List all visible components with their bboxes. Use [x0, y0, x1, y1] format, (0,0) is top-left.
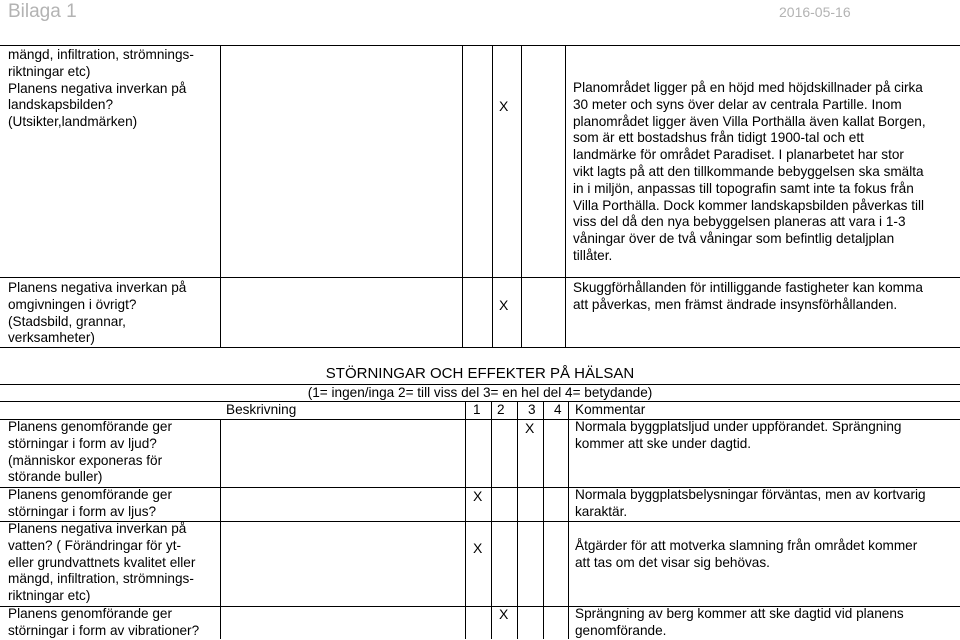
- table-rule: [543, 401, 544, 639]
- noise-question: Planens genomförande ger störningar i form av ljud? (människor exponeras för störande buller): [8, 419, 172, 485]
- surroundings-question: Planens negativa inverkan på omgivningen i övrigt? (Stadsbild, grannar, verksamheter): [8, 280, 187, 346]
- table-rule: [517, 401, 518, 639]
- table-rule: [220, 45, 221, 347]
- table-rule: [0, 45, 960, 46]
- light-comment: Normala byggplatsbelysningar förväntas, men av kortvarig karaktär.: [575, 487, 926, 519]
- light-mark: X: [473, 488, 483, 504]
- noise-mark: X: [525, 420, 535, 436]
- table-rule: [492, 45, 493, 347]
- page-title: Bilaga 1: [8, 1, 77, 22]
- table-rule: [0, 277, 960, 278]
- landscape-comment: Planområdet ligger på en höjd med höjdskillnader på cirka 30 meter och syns över delar av centrala Partille. Inom planområdet ligger även Villa Porthälla även kallat Borgen, som är ett bostadshus från tidigt 1900-tal och ett landmärke för området Paradiset. I planarbetet har stor vikt lagts på att den tillkommande bebyggelsen ska smälta in i miljön, anpassas till topografin samt inte ta fokus från Villa Porthälla. Dock kommer landskapsbilden påverkas till viss del då den nya bebyggelsen planeras att vara i 1-3 våningar över de två våningar som befintlig detaljplan tillåter.: [573, 80, 926, 263]
- col-description: Beskrivning: [226, 402, 297, 417]
- page-date: 2016-05-16: [779, 4, 851, 20]
- table-rule: [521, 45, 522, 347]
- table-rule: [491, 401, 492, 639]
- section-title: STÖRNINGAR OCH EFFEKTER PÅ HÄLSAN: [325, 365, 635, 382]
- water-mark: X: [473, 540, 483, 556]
- water-comment: Åtgärder för att motverka slamning från området kommer att tas om det visar sig behövas.: [575, 538, 918, 570]
- vibration-comment: Sprängning av berg kommer att ske dagtid vid planens genomförande.: [575, 606, 904, 638]
- scale-legend: (1= ingen/inga 2= till viss del 3= en hel del 4= betydande): [307, 385, 653, 400]
- water-question: Planens negativa inverkan på vatten? ( Förändringar för yt- eller grundvattnets kvalitet eller mängd, infiltration, strömnings- riktningar etc): [8, 521, 196, 604]
- table-rule: [568, 401, 569, 639]
- surroundings-mark: X: [499, 297, 509, 313]
- surroundings-comment: Skuggförhållanden för intilliggande fastigheter kan komma att påverkas, men främst ändrade insynsförhållanden.: [573, 280, 923, 312]
- landscape-mark: X: [499, 98, 509, 114]
- col-1: 1: [473, 402, 481, 417]
- col-3: 3: [528, 402, 536, 417]
- col-2: 2: [497, 402, 505, 417]
- col-4: 4: [554, 402, 562, 417]
- vibration-question: Planens genomförande ger störningar i form av vibrationer?: [8, 606, 200, 638]
- vibration-mark: X: [499, 606, 509, 622]
- table-rule: [465, 401, 466, 639]
- noise-comment: Normala byggplatsljud under uppförandet. Sprängning kommer att ske under dagtid.: [575, 419, 902, 451]
- landscape-question: mängd, infiltration, strömnings- riktningar etc) Planens negativa inverkan på landskapsbilden? (Utsikter,landmärken): [8, 47, 194, 130]
- table-rule: [462, 45, 463, 347]
- table-rule: [565, 45, 566, 347]
- table-rule: [220, 419, 221, 639]
- col-comment: Kommentar: [575, 402, 646, 417]
- light-question: Planens genomförande ger störningar i form av ljus?: [8, 487, 172, 519]
